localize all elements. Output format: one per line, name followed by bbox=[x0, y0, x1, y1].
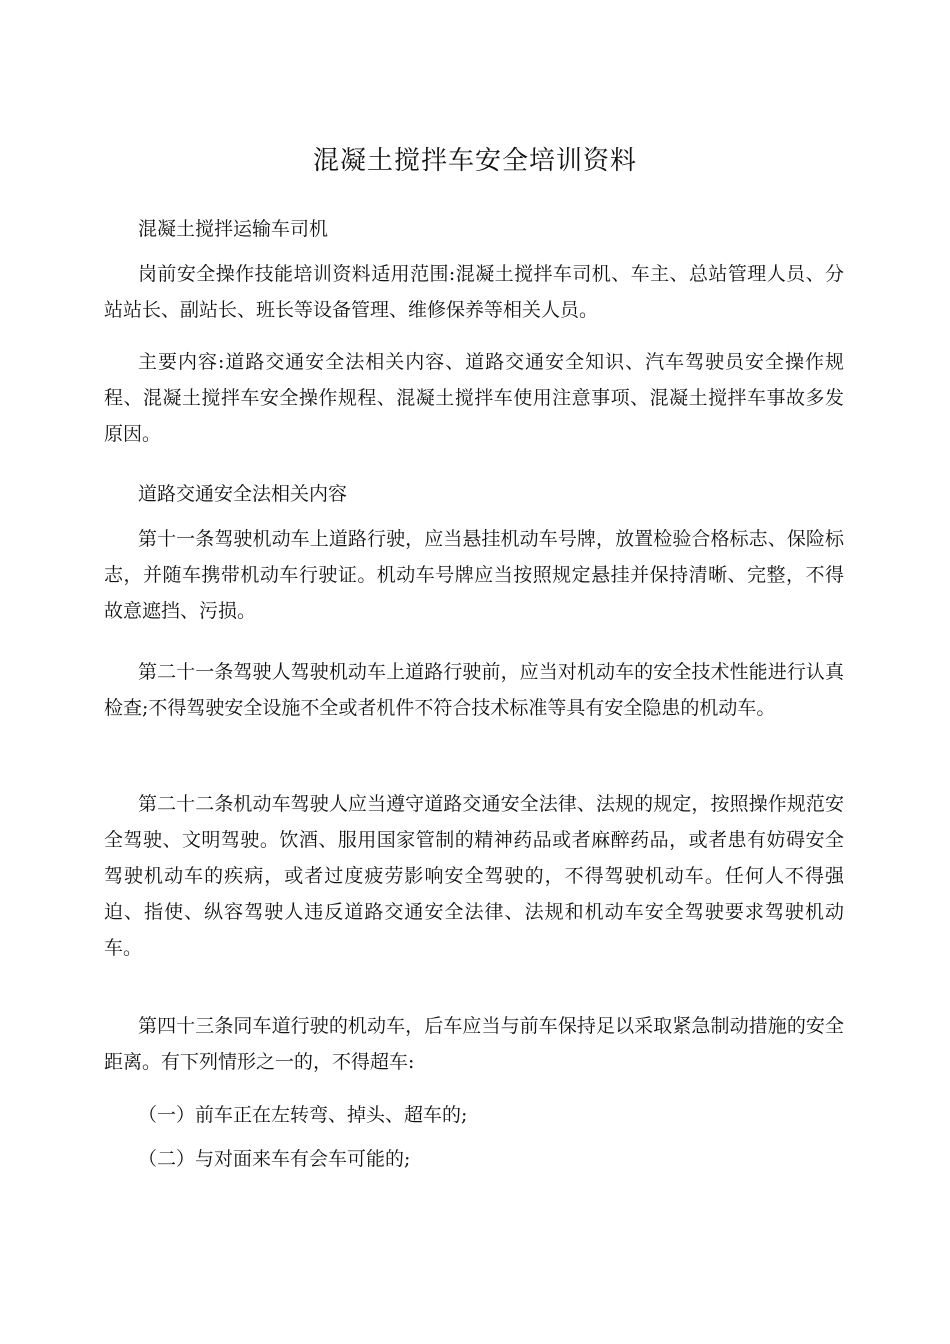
paragraph-article-21: 第二十一条驾驶人驾驶机动车上道路行驶前，应当对机动车的安全技术性能进行认真检查;不得驾驶安全设施不全或者机件不符合技术标准等具有安全隐患的机动车。 bbox=[104, 661, 844, 719]
list-item: （二）与对面来车有会车可能的; bbox=[138, 1148, 411, 1170]
section-heading: 道路交通安全法相关内容 bbox=[138, 483, 348, 505]
page-title: 混凝土搅拌车安全培训资料 bbox=[312, 146, 637, 176]
paragraph-article-43: 第四十三条同车道行驶的机动车，后车应当与前车保持足以采取紧急制动措施的安全距离。有下列情形之一的，不得超车: bbox=[104, 1015, 844, 1073]
paragraph-article-11: 第十一条驾驶机动车上道路行驶，应当悬挂机动车号牌，放置检验合格标志、保险标志，并随车携带机动车行驶证。机动车号牌应当按照规定悬挂并保持清晰、完整，不得故意遮挡、污损。 bbox=[104, 528, 844, 622]
paragraph-article-22: 第二十二条机动车驾驶人应当遵守道路交通安全法律、法规的规定，按照操作规范安全驾驶、文明驾驶。饮酒、服用国家管制的精神药品或者麻醉药品，或者患有妨碍安全驾驶机动车的疾病，或者过度疲劳影响安全驾驶的，不得驾驶机动车。任何人不得强迫、指使、纵容驾驶人违反道路交通安全法律、法规和机动车安全驾驶要求驾驶机动车。 bbox=[104, 793, 844, 959]
paragraph-main-content: 主要内容:道路交通安全法相关内容、道路交通安全知识、汽车驾驶员安全操作规程、混凝土搅拌车安全操作规程、混凝土搅拌车使用注意事项、混凝土搅拌车事故多发原因。 bbox=[104, 351, 844, 445]
paragraph-role: 混凝土搅拌运输车司机 bbox=[138, 218, 329, 240]
list-item: （一）前车正在左转弯、掉头、超车的; bbox=[138, 1104, 468, 1126]
paragraph-scope: 岗前安全操作技能培训资料适用范围:混凝土搅拌车司机、车主、总站管理人员、分站站长、副站长、班长等设备管理、维修保养等相关人员。 bbox=[104, 263, 844, 321]
